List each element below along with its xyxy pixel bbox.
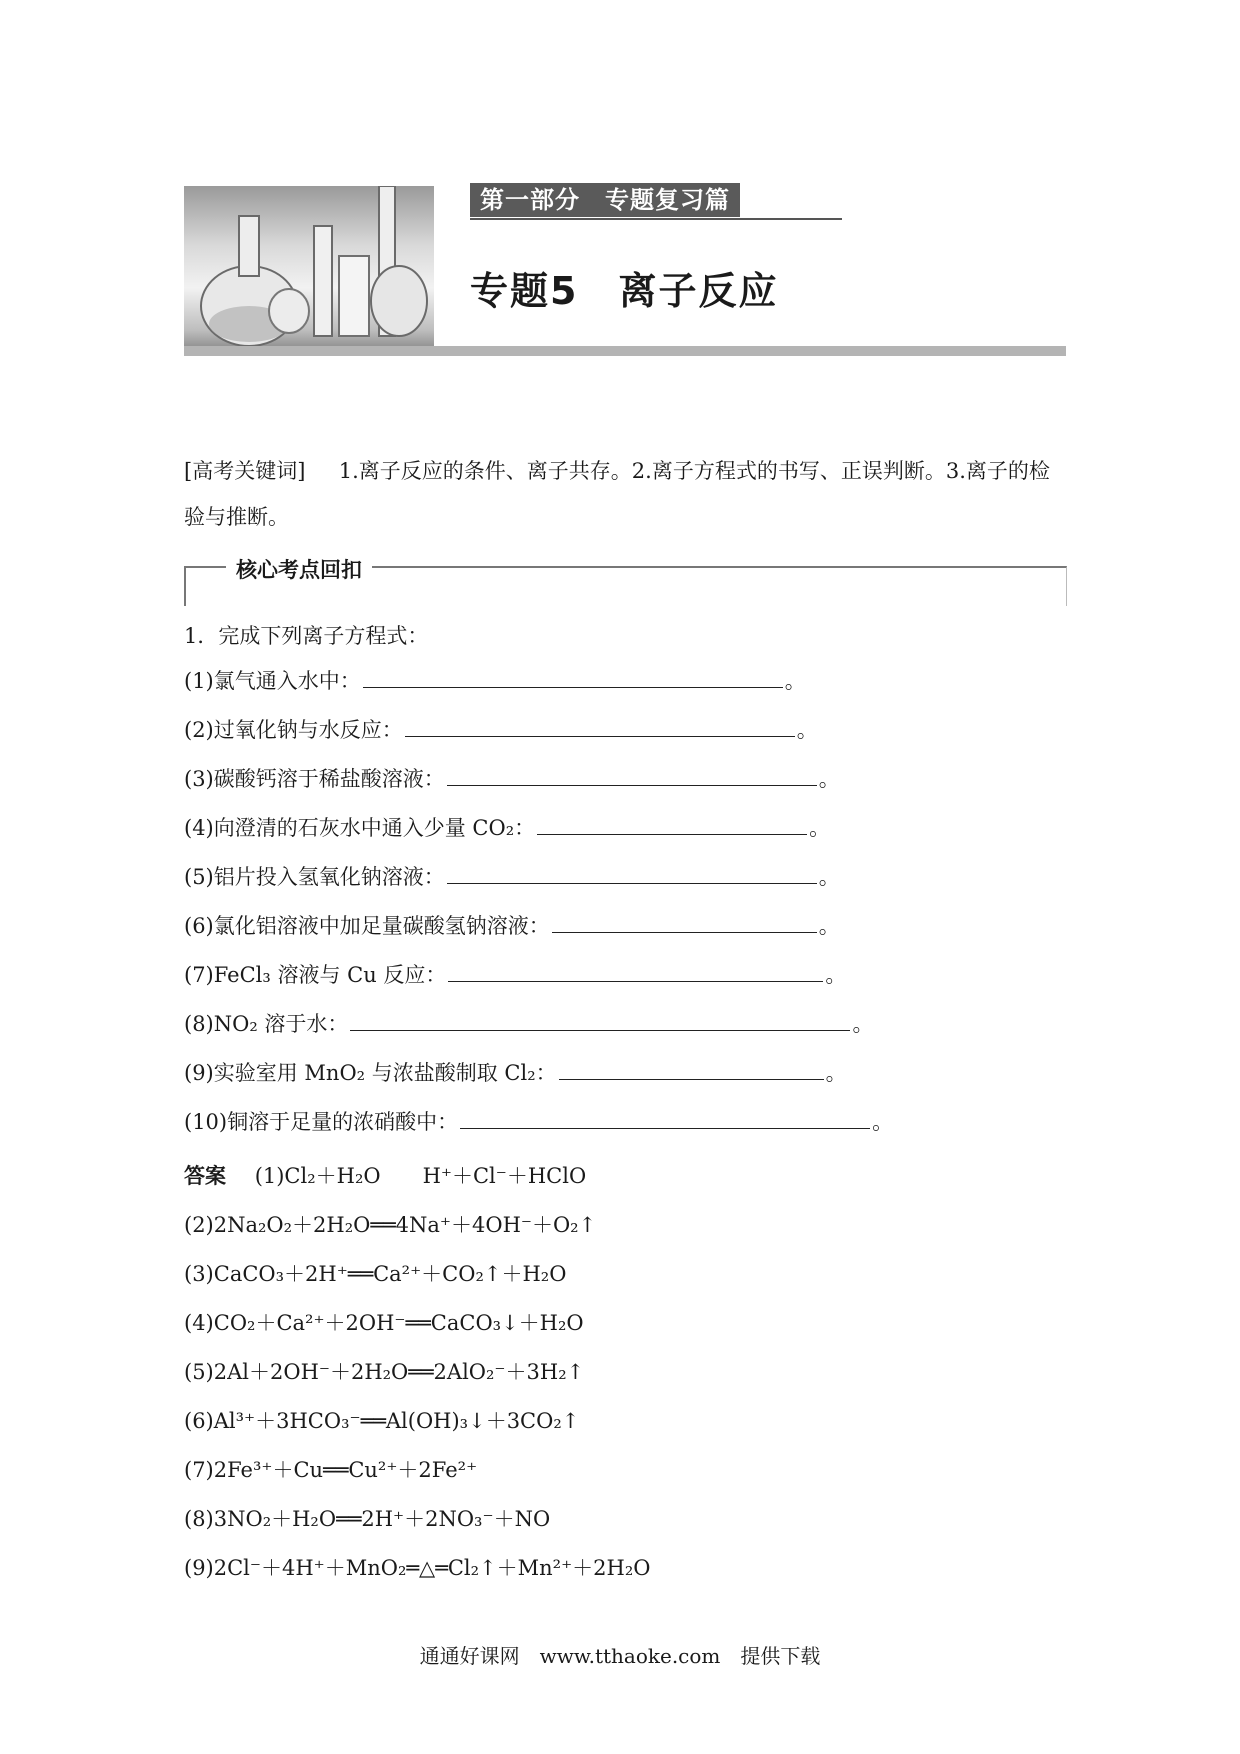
answer-blank[interactable] <box>405 714 795 737</box>
keywords-label: [高考关键词] <box>184 459 306 483</box>
footer-source: 通通好课网 www.tthaoke.com 提供下载 <box>419 1644 821 1668</box>
question-item <box>184 714 893 763</box>
question-intro: 1．完成下列离子方程式： <box>184 624 429 648</box>
question-item <box>184 665 893 714</box>
answer-row: (3)CaCO₃＋2H⁺══Ca²⁺＋CO₂↑＋H₂O <box>184 1262 567 1286</box>
question-item <box>184 1057 893 1106</box>
question-end: 。 <box>818 914 840 938</box>
core-section-title: 核心考点回扣 <box>226 554 372 584</box>
answer-row: (2)2Na₂O₂＋2H₂O══4Na⁺＋4OH⁻＋O₂↑ <box>184 1213 597 1237</box>
question-text: (3)碳酸钙溶于稀盐酸溶液： <box>184 767 445 791</box>
question-item <box>184 910 893 959</box>
question-end: 。 <box>872 1110 894 1134</box>
answer-blank[interactable] <box>537 812 807 835</box>
answer-label: 答案 <box>184 1164 226 1188</box>
question-end: 。 <box>818 865 840 889</box>
exam-keywords <box>184 448 1066 540</box>
question-item <box>184 812 893 861</box>
question-end: 。 <box>809 816 831 840</box>
question-text: (8)NO₂ 溶于水： <box>184 1012 349 1036</box>
question-end: 。 <box>796 718 818 742</box>
question-text: (5)铝片投入氢氧化钠溶液： <box>184 865 445 889</box>
answer-blank[interactable] <box>552 910 817 933</box>
question-text: (4)向澄清的石灰水中通入少量 CO₂： <box>184 816 536 840</box>
answer-row: (6)Al³⁺＋3HCO₃⁻══Al(OH)₃↓＋3CO₂↑ <box>184 1409 580 1433</box>
question-text: (9)实验室用 MnO₂ 与浓盐酸制取 Cl₂： <box>184 1061 557 1085</box>
question-item <box>184 763 893 812</box>
question-text: (10)铜溶于足量的浓硝酸中： <box>184 1110 459 1134</box>
section-label: 第一部分 专题复习篇 <box>470 183 740 217</box>
question-end: 。 <box>825 1061 847 1085</box>
answer-row: (4)CO₂＋Ca²⁺＋2OH⁻══CaCO₃↓＋H₂O <box>184 1311 584 1335</box>
section-rule <box>470 218 842 220</box>
answer-section <box>184 1160 650 1601</box>
question-text: (1)氯气通入水中： <box>184 669 361 693</box>
answer-row: (5)2Al＋2OH⁻＋2H₂O══2AlO₂⁻＋3H₂↑ <box>184 1360 585 1384</box>
answer-text: (1)Cl₂＋H₂O H⁺＋Cl⁻＋HClO <box>254 1164 587 1188</box>
answer-blank[interactable] <box>460 1106 870 1129</box>
question-item <box>184 861 893 910</box>
answer-blank[interactable] <box>447 861 817 884</box>
question-item <box>184 1008 893 1057</box>
answer-row: (8)3NO₂＋H₂O══2H⁺＋2NO₃⁻＋NO <box>184 1507 551 1531</box>
question-end: 。 <box>852 1012 874 1036</box>
question-list <box>184 665 893 1155</box>
question-end: 。 <box>784 669 806 693</box>
keywords-text: 1.离子反应的条件、离子共存。2.离子方程式的书写、正误判断。3.离子的检验与推断。 <box>184 459 1050 529</box>
question-text: (7)FeCl₃ 溶液与 Cu 反应： <box>184 963 447 987</box>
answer-row: (7)2Fe³⁺＋Cu══Cu²⁺＋2Fe²⁺ <box>184 1458 478 1482</box>
lab-glassware-image <box>184 186 434 356</box>
banner-divider <box>184 346 1066 356</box>
question-end: 。 <box>818 767 840 791</box>
answer-row <box>184 1160 650 1209</box>
question-text: (2)过氧化钠与水反应： <box>184 718 403 742</box>
answer-blank[interactable] <box>447 763 817 786</box>
question-end: 。 <box>825 963 847 987</box>
answer-blank[interactable] <box>559 1057 824 1080</box>
answer-blank[interactable] <box>448 959 823 982</box>
question-item <box>184 1106 893 1155</box>
answer-blank[interactable] <box>363 665 783 688</box>
question-text: (6)氯化铝溶液中加足量碳酸氢钠溶液： <box>184 914 550 938</box>
answer-blank[interactable] <box>350 1008 850 1031</box>
answer-row: (9)2Cl⁻＋4H⁺＋MnO₂═△═Cl₂↑＋Mn²⁺＋2H₂O <box>184 1556 651 1580</box>
question-item <box>184 959 893 1008</box>
page-title: 专题5 离子反应 <box>470 269 779 313</box>
